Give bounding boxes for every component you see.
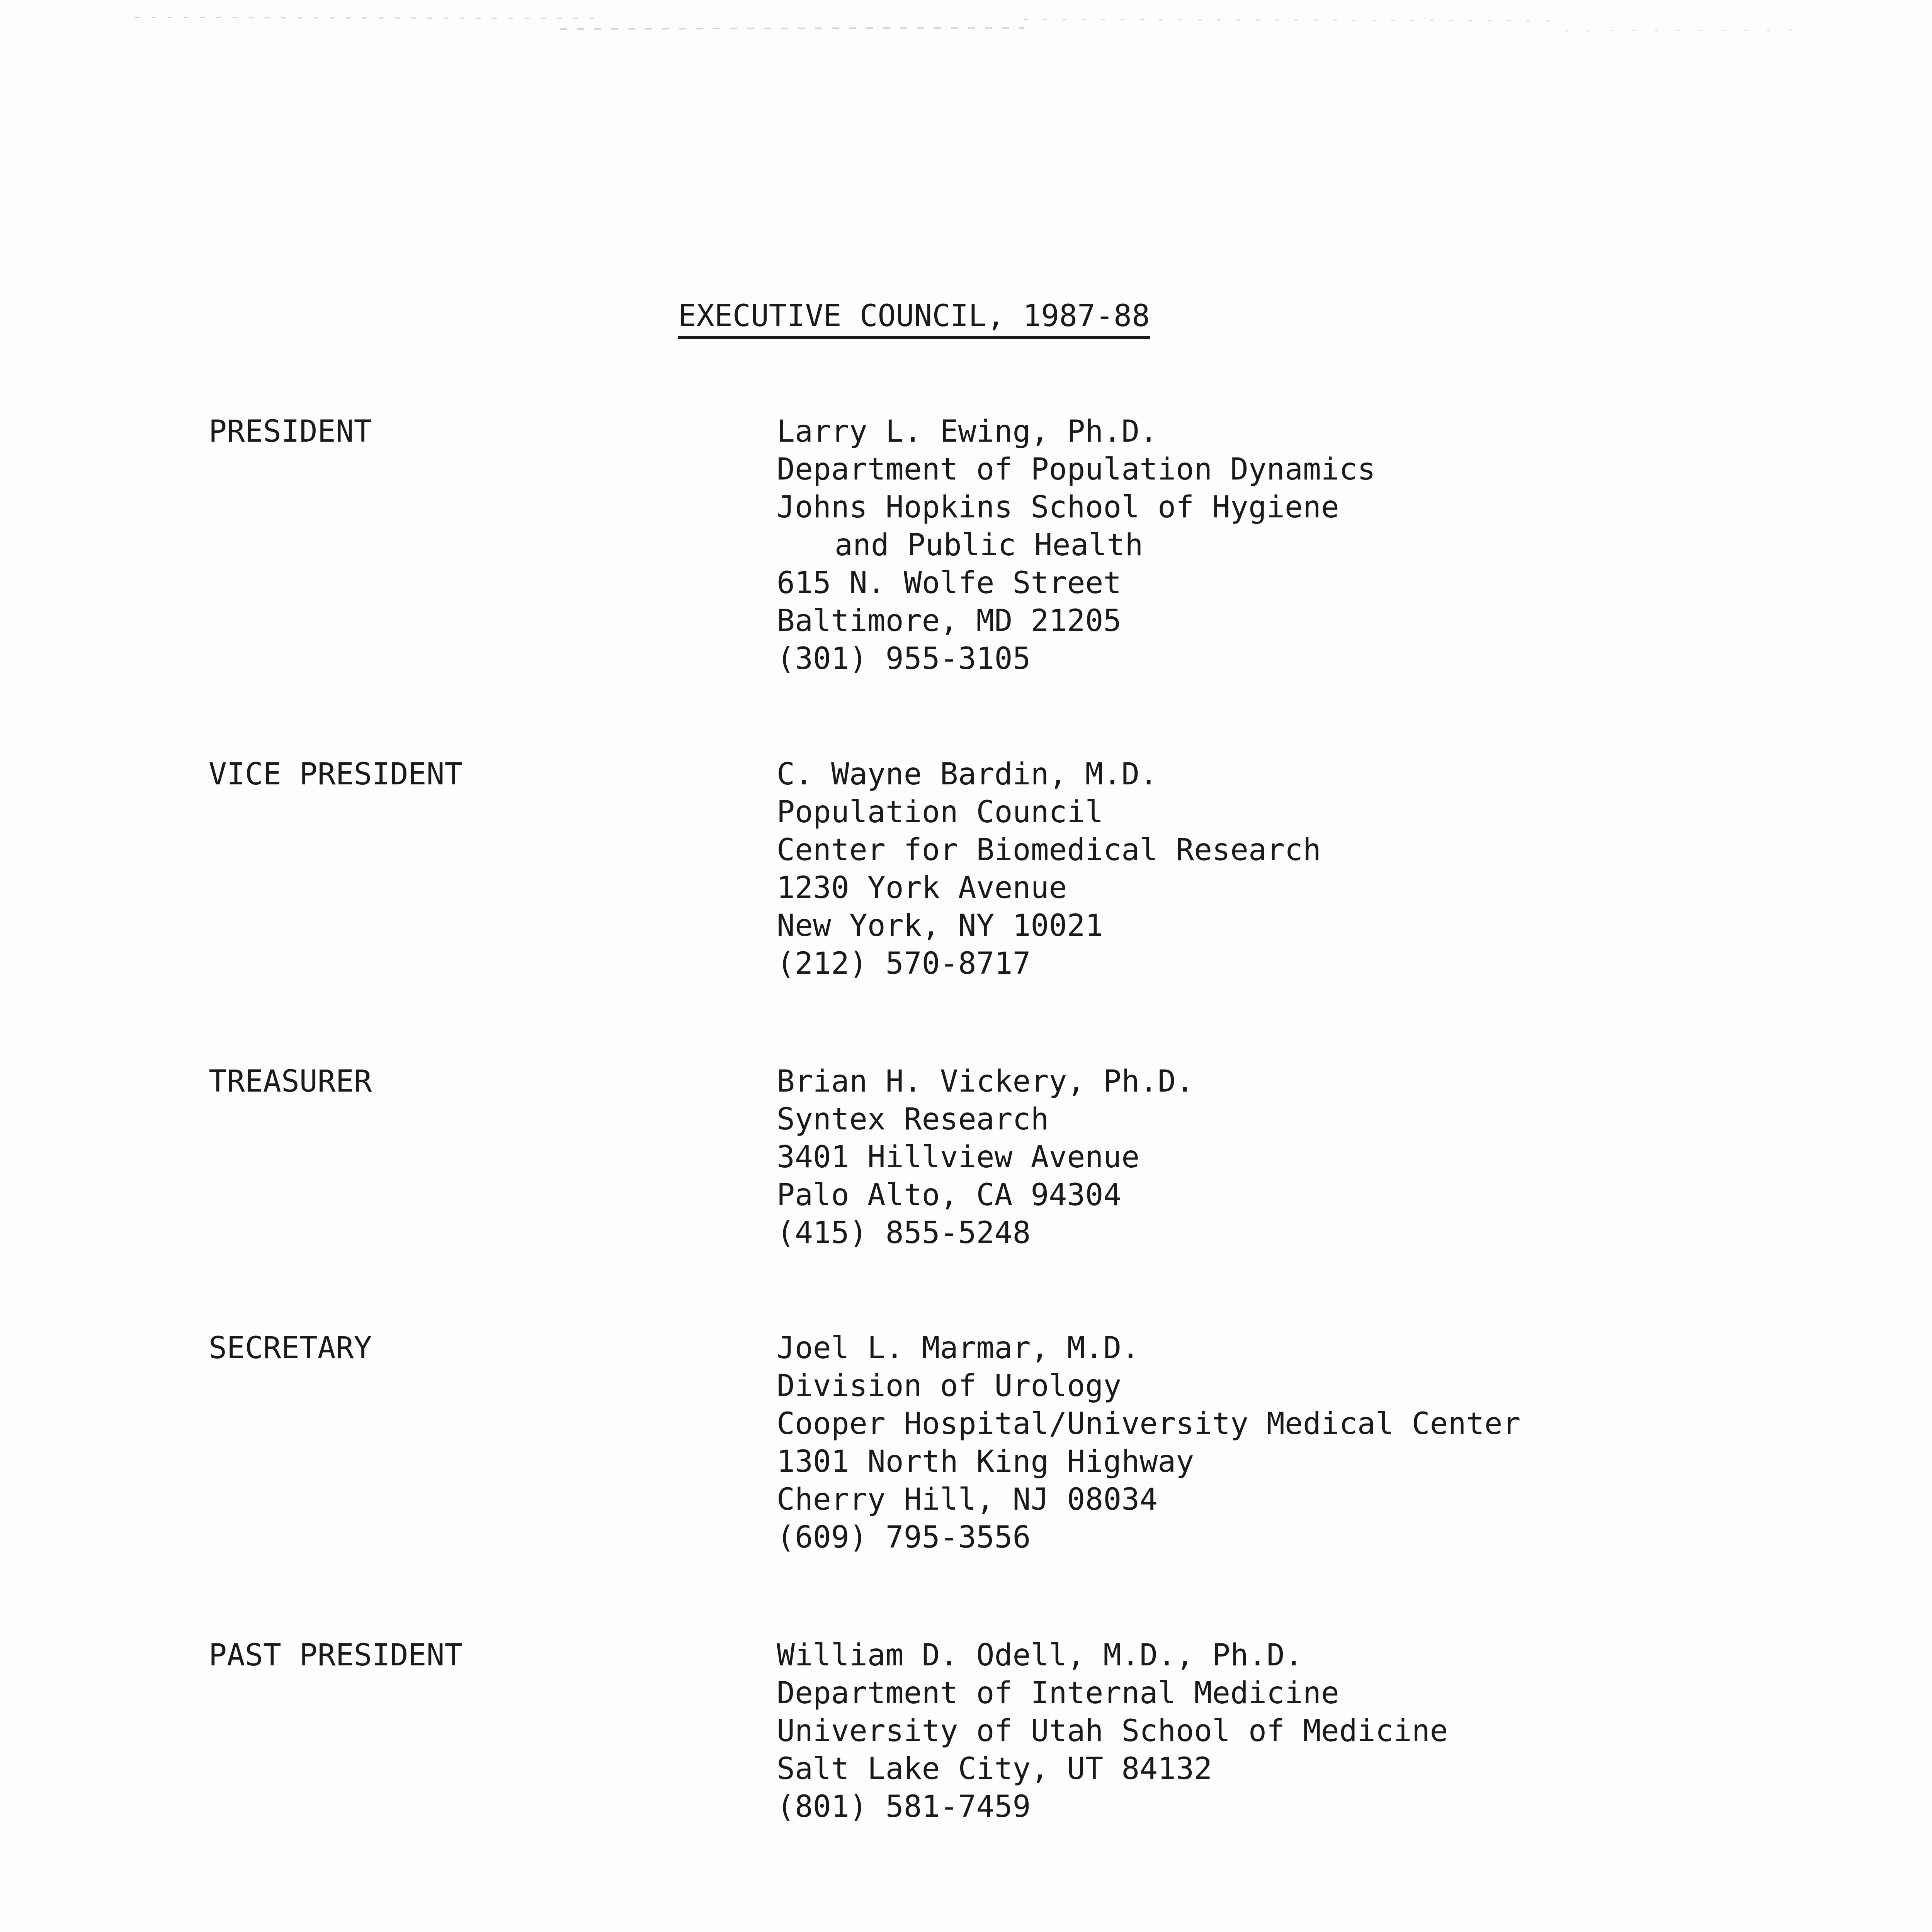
officer-name: Larry L. Ewing, Ph.D. [777,414,1158,449]
address-line: 615 N. Wolfe Street [777,566,1122,600]
address-line: Syntex Research [777,1102,1049,1137]
phone-number: (609) 795-3556 [777,1520,1031,1555]
phone-number: (801) 581-7459 [777,1789,1031,1824]
officer-role: PAST PRESIDENT [209,1638,463,1673]
officer-address [777,1063,1194,1252]
address-line: Population Council [777,795,1104,830]
address-line: Salt Lake City, UT 84132 [777,1752,1213,1786]
officer-role: PRESIDENT [209,414,372,449]
address-line: 1301 North King Highway [777,1444,1194,1479]
address-line: Cherry Hill, NJ 08034 [777,1482,1158,1517]
phone-number: (415) 855-5248 [777,1216,1031,1250]
page-title: EXECUTIVE COUNCIL, 1987-88 [678,298,1150,339]
address-line: Department of Population Dynamics [777,452,1376,487]
officer-address [777,1329,1520,1556]
officer-name: William D. Odell, M.D., Ph.D. [777,1638,1303,1673]
address-line: University of Utah School of Medicine [777,1714,1448,1748]
scan-artifact [58,8,1835,43]
officer-role: SECRETARY [209,1331,372,1366]
address-line: Palo Alto, CA 94304 [777,1178,1122,1213]
address-line: Department of Internal Medicine [777,1676,1339,1711]
address-line: New York, NY 10021 [777,908,1104,943]
address-line: 3401 Hillview Avenue [777,1140,1140,1175]
officer-role: TREASURER [209,1064,372,1099]
address-line: Baltimore, MD 21205 [777,604,1122,638]
address-line: and Public Health [835,528,1143,563]
officer-address [777,413,1376,678]
officer-name: C. Wayne Bardin, M.D. [777,757,1158,792]
officer-name: Joel L. Marmar, M.D. [777,1331,1140,1366]
address-line: Johns Hopkins School of Hygiene [777,490,1339,525]
officer-name: Brian H. Vickery, Ph.D. [777,1064,1194,1099]
address-line: 1230 York Avenue [777,871,1067,905]
officer-address [777,755,1321,983]
phone-number: (212) 570-8717 [777,946,1031,981]
officer-address [777,1636,1448,1826]
address-line: Division of Urology [777,1369,1122,1403]
officer-role: VICE PRESIDENT [209,757,463,792]
address-line: Cooper Hospital/University Medical Center [777,1406,1521,1441]
address-line: Center for Biomedical Research [777,833,1321,867]
phone-number: (301) 955-3105 [777,641,1031,676]
